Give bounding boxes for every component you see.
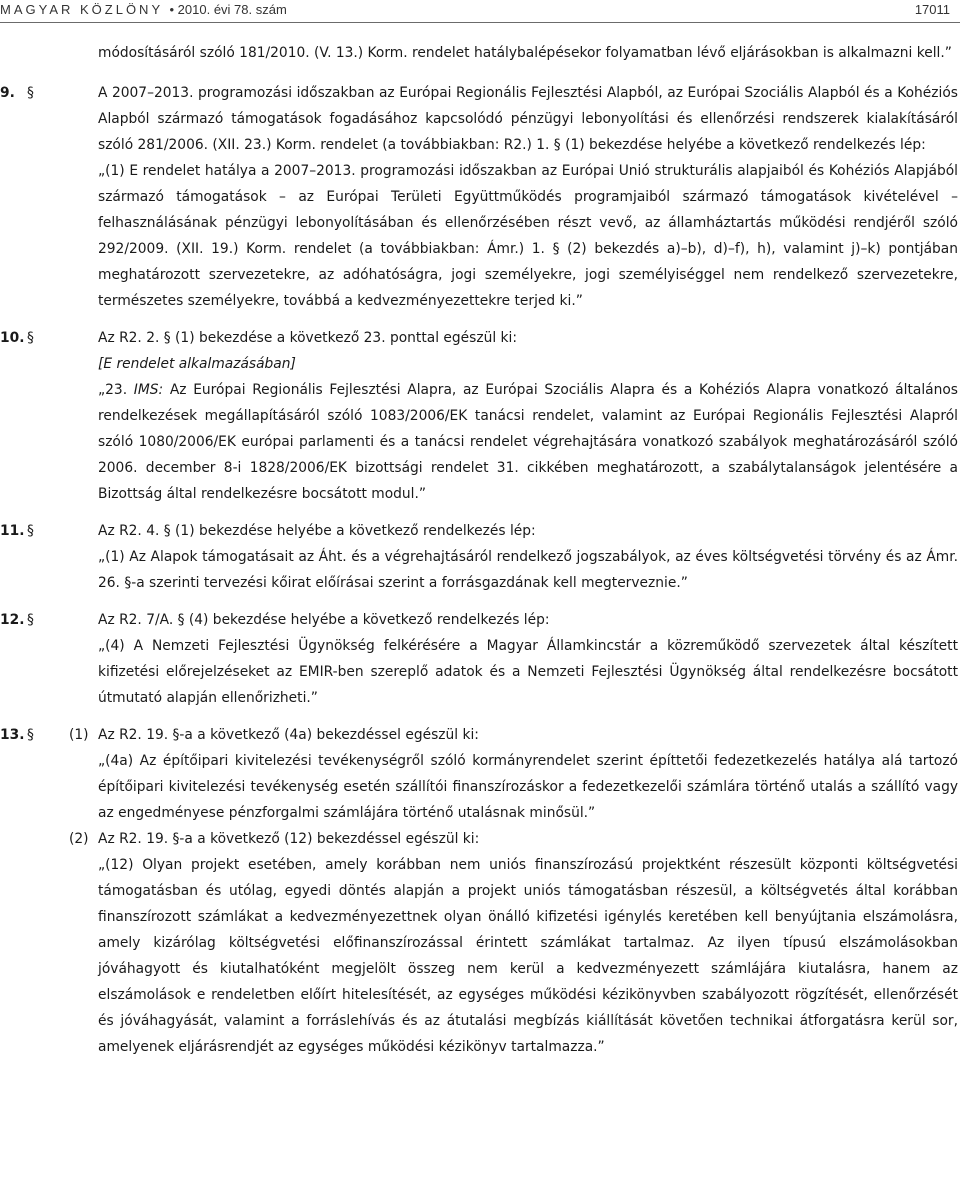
- section-text: Az R2. 7/A. § (4) bekezdése helyébe a következő rendelkezés lép:: [98, 612, 550, 628]
- section-number: 11.: [0, 523, 25, 539]
- context-bracket: [E rendelet alkalmazásában]: [98, 356, 296, 372]
- page-number: 17011: [914, 2, 950, 17]
- section-13-sub-2: [0, 826, 960, 1060]
- section-sign: §: [27, 523, 34, 539]
- defined-term: IMS:: [133, 382, 164, 398]
- point-prefix: „23.: [98, 382, 134, 398]
- section-10: [0, 325, 960, 507]
- continuation-paragraph: [0, 40, 960, 66]
- section-text: Az R2. 2. § (1) bekezdése a következő 23. ponttal egészül ki:: [98, 330, 518, 346]
- section-text: A 2007–2013. programozási időszakban az Európai Regionális Fejlesztési Alapból, az Európai Szociális Alapból és a Kohéziós Alapból származó támogatások fogadásához kapcsolódó pénzügyi lebonyolítási és ellenőrzési rendszerek kialakításáról szóló 281/2006. (XII. 23.) Korm. rendelet (a továbbiakban: R2.) 1. § (1) bekezdése helyébe a következő rendelkezés lép:: [98, 85, 958, 153]
- subsection-number: (2): [69, 831, 89, 847]
- section-9: [0, 80, 960, 314]
- quoted-provision: „(1) Az Alapok támogatásait az Áht. és a végrehajtásáról rendelkező jogszabályok, az éves költségvetési törvény és az Ámr. 26. §-a szerinti tervezési kőirat előírásai szerint a forrásgazdának kell megterveznie.”: [98, 549, 958, 591]
- subsection-number: (1): [69, 727, 89, 743]
- issue-label: • 2010. évi 78. szám: [169, 2, 287, 17]
- quoted-provision: „(1) E rendelet hatálya a 2007–2013. programozási időszakban az Európai Unió strukturális alapjaiból és Kohéziós Alapjából származó támogatások – az Európai Területi Együttműködés programjaiból származó támogatások kivételével – felhasználásának pénzügyi lebonyolításában és ellenőrzésében részt vevő, az államháztartás működési rendjéről szóló 292/2009. (XII. 19.) Korm. rendelet (a továbbiakban: Ámr.) 1. § (2) bekezdés a)–b), d)–f), h), valamint j)–k) pontjában meghatározott szervezetekre, az adóhatóságra, jogi személyekre, jogi személyiséggel nem rendelkező szervezetekre, természetes személyekre, továbbá a kedvezményezettekre terjed ki.”: [98, 163, 958, 309]
- section-12: [0, 607, 960, 711]
- header-divider: [0, 22, 960, 23]
- section-number: 10.: [0, 330, 25, 346]
- quoted-provision: [98, 377, 958, 507]
- quoted-provision: „(4) A Nemzeti Fejlesztési Ügynökség felkérésére a Magyar Államkincstár a közreműködő szervezetek által készített kifizetési előrejelzéseket az EMIR-ben szereplő adatok és a Nemzeti Fejlesztési Ügynökség által rendelkezésre bocsátott útmutató alapján ellenőrizheti.”: [98, 638, 958, 706]
- section-text: Az R2. 19. §-a a következő (12) bekezdéssel egészül ki:: [98, 831, 480, 847]
- section-number: 9.: [0, 85, 15, 101]
- definition-text: Az Európai Regionális Fejlesztési Alapra, az Európai Szociális Alapra és a Kohéziós Alapra vonatkozó általános rendelkezések megállapításáról szóló 1083/2006/EK tanácsi rendelet, valamint az Európai Regionális Fejlesztési Alapról szóló 1080/2006/EK európai parlamenti és a tanácsi rendelet végrehajtására vonatkozó szabályok meghatározásáról szóló 2006. december 8-i 1828/2006/EK bizottsági rendelet 31. cikkében meghatározott, a szabálytalanságok jelentésére a Bizottság által rendelkezésre bocsátott modul.”: [98, 382, 958, 502]
- quoted-provision: „(4a) Az építőipari kivitelezési tevékenységről szóló kormányrendelet szerint építtetői fedezetkezelés hatálya alá tartozó építőipari kivitelezési tevékenység esetén szállítói finanszírozáskor a fedezetkezelői számlára történő utalás a szállító vagy az engedményese pénzforgalmi számlájára történő utalásnak minősül.”: [98, 753, 958, 821]
- section-number: 12.: [0, 612, 25, 628]
- section-11: [0, 518, 960, 596]
- journal-title: MAGYAR KÖZLÖNY: [0, 2, 163, 17]
- section-number: 13.: [0, 727, 25, 743]
- document-body: [0, 40, 960, 1060]
- section-text: Az R2. 4. § (1) bekezdése helyébe a következő rendelkezés lép:: [98, 523, 536, 539]
- quoted-provision: „(12) Olyan projekt esetében, amely korábban nem uniós finanszírozású projektként részesült központi költségvetési támogatásban és utólag, egyedi döntés alapján a projekt uniós támogatásban részesül, a költségvetés által korábban finanszírozott számlákat a kedvezményezettnek olyan önálló kifizetési igénylés keretében kell benyújtania elszámolásra, amely kizárólag költségvetési előfinanszírozással érintett számlákat tartalmaz. Az ilyen típusú elszámolásokban jóváhagyott és kiutalhatóként megjelölt összeg nem kerül a kedvezményezett számlájára kiutalásra, hanem az elszámolások e rendeletben előírt hitelesítését, az egységes működési kézikönyvben szabályozott rögzítését, ellenőrzését és jóváhagyását, valamint a forráslehívás és az átutalási megbízás kiállítását követően technikai átforgatásra kerül sor, amelyenek eljárásrendjét az egységes működési kézikönyv tartalmazza.”: [98, 857, 958, 1055]
- section-sign: §: [27, 330, 34, 346]
- section-sign: §: [27, 85, 34, 101]
- section-sign: §: [27, 612, 34, 628]
- paragraph-text: módosításáról szóló 181/2010. (V. 13.) Korm. rendelet hatálybalépésekor folyamatban lévő eljárásokban is alkalmazni kell.”: [98, 45, 952, 61]
- section-text: Az R2. 19. §-a a következő (4a) bekezdéssel egészül ki:: [98, 727, 479, 743]
- section-13-sub-1: [0, 722, 960, 826]
- section-sign: §: [27, 727, 34, 743]
